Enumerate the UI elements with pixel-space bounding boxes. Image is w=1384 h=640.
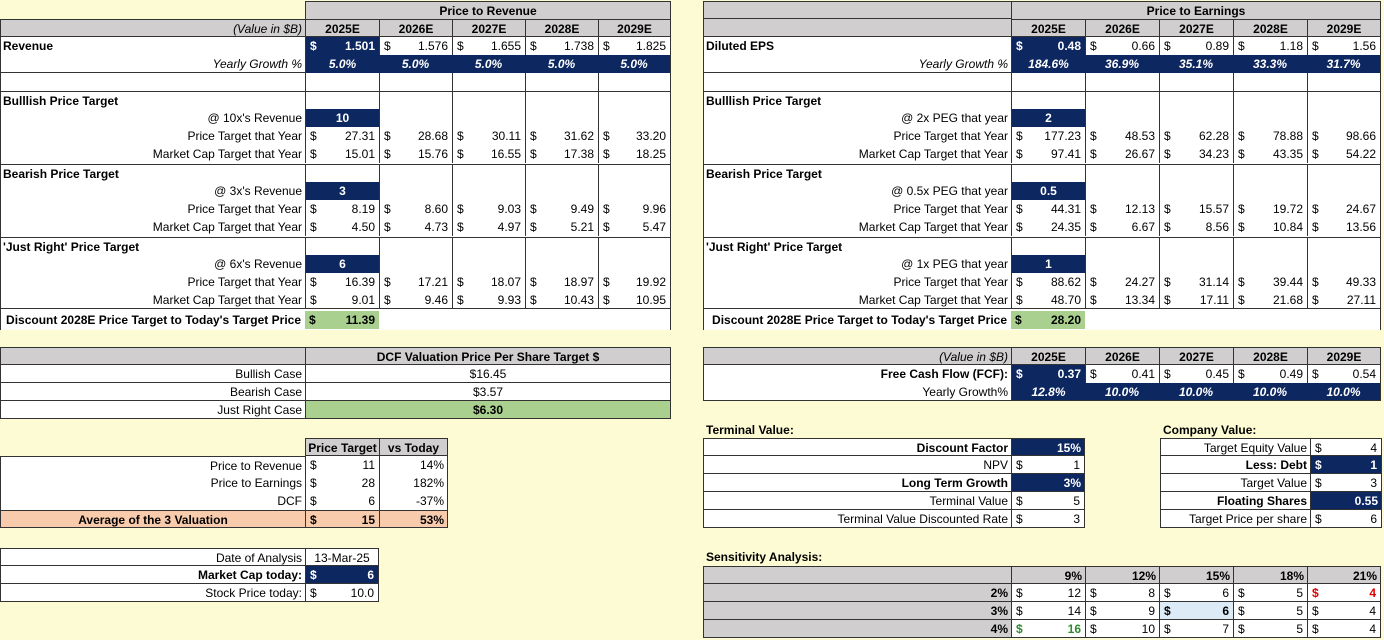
dcf-row-label: Bearish Case	[0, 383, 305, 401]
company-value-table	[1160, 438, 1384, 530]
ptr-growth-cell[interactable]: 5.0%	[452, 55, 525, 73]
pte-bull-mc-label: Market Cap Target that Year	[858, 147, 1008, 161]
pte-bull-pt-cell[interactable]: $ 177.23	[1011, 127, 1085, 145]
ptr-bull-mc-cell[interactable]: $ 15.01	[305, 145, 379, 163]
sens-col-header: 12%	[1085, 566, 1159, 584]
pte-bear-mc-cell[interactable]: $ 6.67	[1085, 218, 1159, 236]
ptr-just-pt-cell[interactable]: $ 18.97	[525, 273, 598, 291]
ptr-year[interactable]: 2025E	[305, 19, 379, 37]
summary-average-pt[interactable]: $ 15	[305, 510, 379, 528]
pte-bull-pt-cell[interactable]: $ 48.53	[1085, 127, 1159, 145]
ptr-title: Price to Revenue	[305, 1, 671, 19]
sens-cell-max[interactable]: $ 16	[1011, 620, 1085, 638]
sens-col-header: 15%	[1159, 566, 1233, 584]
dcf-row-value[interactable]: $3.57	[305, 383, 671, 401]
sens-col-header: 18%	[1233, 566, 1307, 584]
pte-just-title: 'Just Right' Price Target	[703, 237, 1011, 255]
summary-row-pt[interactable]: $ 28	[305, 474, 379, 492]
sens-cell[interactable]: $ 7	[1159, 620, 1233, 638]
ptr-bull-pt-cell[interactable]: $ 33.20	[598, 127, 671, 145]
summary-row-vs[interactable]: 14%	[379, 456, 448, 474]
sens-cell[interactable]: $ 9	[1085, 602, 1159, 620]
ptr-bull-pt-cell[interactable]: $ 30.11	[452, 127, 525, 145]
dcf-table	[0, 347, 672, 421]
company-value-title: Company Value:	[1163, 423, 1257, 437]
pte-bull-mc-cell[interactable]: $ 43.35	[1233, 145, 1307, 163]
pte-just-pt-label: Price Target that Year	[893, 275, 1008, 289]
npv-label: NPV	[703, 456, 1011, 474]
ptr-just-mult-input[interactable]: 6	[305, 255, 379, 273]
pte-bull-mc-cell[interactable]: $ 26.67	[1085, 145, 1159, 163]
sens-cell[interactable]: $ 4	[1307, 602, 1381, 620]
sens-cell[interactable]: $ 10	[1085, 620, 1159, 638]
pte-bull-mult-label: @ 2x PEG that year	[901, 111, 1008, 125]
fcf-year[interactable]: 2028E	[1233, 347, 1307, 365]
ptr-discount-value[interactable]: $ 11.39	[305, 311, 379, 329]
pte-eps-cell[interactable]: $ 0.66	[1085, 37, 1159, 55]
pte-growth-cell[interactable]: 35.1%	[1159, 55, 1233, 73]
ptr-bear-pt-cell[interactable]: $ 9.96	[598, 200, 671, 218]
dcf-row-value[interactable]: $16.45	[305, 365, 671, 383]
pte-bull-title: Bulllish Price Target	[703, 91, 1011, 109]
summary-row-vs[interactable]: 182%	[379, 474, 448, 492]
ptr-bull-mc-cell[interactable]: $ 16.55	[452, 145, 525, 163]
sens-cell[interactable]: $ 12	[1011, 584, 1085, 602]
fcf-unit-label: (Value in $B)	[703, 347, 1011, 365]
pte-bull-mc-cell[interactable]: $ 34.23	[1159, 145, 1233, 163]
ptr-bull-mc-cell[interactable]: $ 17.38	[525, 145, 598, 163]
ptr-revenue-cell[interactable]: $ 1.576	[379, 37, 452, 55]
pte-just-mc-cell[interactable]: $ 21.68	[1233, 291, 1307, 309]
dcf-title: DCF Valuation Price Per Share Target $	[305, 347, 671, 365]
pte-just-pt-cell[interactable]: $ 31.14	[1159, 273, 1233, 291]
summary-row-label: Price to Revenue	[0, 456, 305, 474]
summary-header-vs-today: vs Today	[379, 438, 448, 456]
ptr-just-pt-label: Price Target that Year	[187, 275, 302, 289]
sens-cell[interactable]: $ 14	[1011, 602, 1085, 620]
fcf-growth-cell[interactable]: 10.0%	[1159, 383, 1233, 401]
pte-bear-pt-cell[interactable]: $ 24.67	[1307, 200, 1381, 218]
floating-shares-label: Floating Shares	[1160, 492, 1310, 510]
summary-row-label: Price to Earnings	[0, 474, 305, 492]
ptr-bull-mc-cell[interactable]: $ 18.25	[598, 145, 671, 163]
pte-bear-mc-cell[interactable]: $ 8.56	[1159, 218, 1233, 236]
terminal-discounted-label: Terminal Value Discounted Rate	[703, 510, 1011, 528]
ptr-bear-mc-cell[interactable]: $ 4.97	[452, 218, 525, 236]
dcf-row-value[interactable]: $6.30	[305, 401, 671, 419]
pte-just-mult-input[interactable]: 1	[1011, 255, 1085, 273]
sensitivity-title: Sensitivity Analysis:	[706, 550, 823, 564]
ptr-discount-label: Discount 2028E Price Target to Today's Target Price	[6, 313, 301, 327]
pte-just-pt-cell[interactable]: $ 39.44	[1233, 273, 1307, 291]
pte-eps-cell[interactable]: $ 1.18	[1233, 37, 1307, 55]
pte-discount-value[interactable]: $ 28.20	[1011, 311, 1085, 329]
ptr-revenue-cell[interactable]: $ 1.655	[452, 37, 525, 55]
ptr-bear-pt-cell[interactable]: $ 9.03	[452, 200, 525, 218]
pte-just-pt-cell[interactable]: $ 49.33	[1307, 273, 1381, 291]
target-price-share-label: Target Price per share	[1160, 510, 1310, 528]
pte-bear-mult-label: @ 0.5x PEG that year	[891, 184, 1008, 198]
sens-col-header: 9%	[1011, 566, 1085, 584]
summary-row-pt[interactable]: $ 11	[305, 456, 379, 474]
fcf-cell[interactable]: $ 0.54	[1307, 365, 1381, 383]
ptr-bull-pt-label: Price Target that Year	[187, 129, 302, 143]
sens-row-header: 4%	[703, 620, 1011, 638]
fcf-year[interactable]: 2027E	[1159, 347, 1233, 365]
sens-cell[interactable]: $ 5	[1233, 602, 1307, 620]
summary-row-label: DCF	[0, 492, 305, 510]
market-cap-value[interactable]: $ 6	[305, 566, 379, 584]
pte-year[interactable]: 2028E	[1233, 19, 1307, 37]
pte-bull-mult-input[interactable]: 2	[1011, 109, 1085, 127]
pte-title: Price to Earnings	[1011, 1, 1381, 19]
summary-average-vs[interactable]: 53%	[379, 510, 448, 528]
ptr-growth-cell[interactable]: 5.0%	[525, 55, 598, 73]
pte-bull-pt-cell[interactable]: $ 98.66	[1307, 127, 1381, 145]
pte-bear-mc-label: Market Cap Target that Year	[858, 220, 1008, 234]
ptr-bull-title: Bulllish Price Target	[0, 91, 305, 109]
ptr-growth-cell[interactable]: 5.0%	[305, 55, 379, 73]
ptr-bear-mc-label: Market Cap Target that Year	[152, 220, 302, 234]
price-to-revenue-table	[0, 0, 672, 330]
pte-bull-mc-cell[interactable]: $ 97.41	[1011, 145, 1085, 163]
ptr-bull-mult-input[interactable]: 10	[305, 109, 379, 127]
sens-cell-min[interactable]: $ 4	[1307, 584, 1381, 602]
pte-bear-pt-cell[interactable]: $ 44.31	[1011, 200, 1085, 218]
ptr-bull-pt-cell[interactable]: $ 31.62	[525, 127, 598, 145]
ptr-bear-title: Bearish Price Target	[0, 164, 305, 182]
summary-average-label: Average of the 3 Valuation	[0, 510, 305, 528]
pte-bear-title: Bearish Price Target	[703, 164, 1011, 182]
summary-header-price-target: Price Target	[305, 438, 379, 456]
ptr-bear-pt-label: Price Target that Year	[187, 202, 302, 216]
target-price-share-value[interactable]: $ 6	[1310, 510, 1382, 528]
ptr-unit-label: (Value in $B)	[0, 19, 305, 37]
ptr-bear-mc-cell[interactable]: $ 5.21	[525, 218, 598, 236]
ptr-year[interactable]: 2026E	[379, 19, 452, 37]
ptr-bear-mc-cell[interactable]: $ 4.50	[305, 218, 379, 236]
ptr-just-mc-cell[interactable]: $ 10.43	[525, 291, 598, 309]
fcf-growth-cell[interactable]: 10.0%	[1085, 383, 1159, 401]
pte-bear-pt-cell[interactable]: $ 15.57	[1159, 200, 1233, 218]
pte-just-mc-label: Market Cap Target that Year	[703, 291, 1011, 309]
stock-price-value[interactable]: $ 10.0	[305, 584, 379, 602]
sens-cell[interactable]: $ 6	[1159, 584, 1233, 602]
fcf-year[interactable]: 2026E	[1085, 347, 1159, 365]
sens-cell[interactable]: $ 5	[1233, 620, 1307, 638]
dcf-row-label: Just Right Case	[0, 401, 305, 419]
fcf-growth-cell[interactable]: 12.8%	[1011, 383, 1085, 401]
date-label: Date of Analysis	[0, 548, 305, 566]
pte-bear-mult-input[interactable]: 0.5	[1011, 182, 1085, 200]
pte-eps-label: Diluted EPS	[706, 39, 775, 53]
pte-discount-label: Discount 2028E Price Target to Today's Target Price	[712, 313, 1007, 327]
ptr-revenue-cell[interactable]: $ 1.825	[598, 37, 671, 55]
long-term-growth-label: Long Term Growth	[703, 474, 1011, 492]
pte-eps-cell[interactable]: $ 0.48	[1011, 37, 1085, 55]
fcf-growth-cell[interactable]: 10.0%	[1307, 383, 1381, 401]
pte-bear-pt-cell[interactable]: $ 12.13	[1085, 200, 1159, 218]
pte-just-pt-cell[interactable]: $ 88.62	[1011, 273, 1085, 291]
ptr-bear-pt-cell[interactable]: $ 9.49	[525, 200, 598, 218]
ptr-just-mc-cell[interactable]: $ 9.46	[379, 291, 452, 309]
fcf-year[interactable]: 2029E	[1307, 347, 1381, 365]
sens-row-header: 3%	[703, 602, 1011, 620]
ptr-bull-mult-label: @ 10x's Revenue	[207, 111, 302, 125]
fcf-table	[703, 347, 1384, 403]
ptr-just-pt-cell[interactable]: $ 16.39	[305, 273, 379, 291]
ptr-year[interactable]: 2028E	[525, 19, 598, 37]
pte-bear-pt-cell[interactable]: $ 19.72	[1233, 200, 1307, 218]
pte-year[interactable]: 2027E	[1159, 19, 1233, 37]
target-equity-value[interactable]: $ 4	[1310, 438, 1382, 456]
sens-cell-base[interactable]: $ 6	[1159, 602, 1233, 620]
target-equity-label: Target Equity Value	[1160, 438, 1310, 456]
sens-cell[interactable]: $ 4	[1307, 620, 1381, 638]
floating-shares-input[interactable]: 0.55	[1310, 492, 1382, 510]
ptr-just-mc-cell[interactable]: $ 9.93	[452, 291, 525, 309]
less-debt-label: Less: Debt	[1160, 456, 1310, 474]
pte-year[interactable]: 2029E	[1307, 19, 1381, 37]
stock-price-label: Stock Price today:	[0, 584, 305, 602]
ptr-bear-mult-label: @ 3x's Revenue	[214, 184, 302, 198]
ptr-just-pt-cell[interactable]: $ 18.07	[452, 273, 525, 291]
ptr-just-title: 'Just Right' Price Target	[0, 237, 305, 255]
ptr-just-mc-cell[interactable]: $ 9.01	[305, 291, 379, 309]
fcf-cell[interactable]: $ 0.37	[1011, 365, 1085, 383]
ptr-bear-pt-cell[interactable]: $ 8.19	[305, 200, 379, 218]
ptr-year[interactable]: 2027E	[452, 19, 525, 37]
sensitivity-table	[703, 566, 1384, 640]
terminal-value-table	[703, 438, 1085, 530]
analysis-info-table	[0, 548, 381, 604]
pte-bear-mc-cell[interactable]: $ 24.35	[1011, 218, 1085, 236]
npv-value[interactable]: $ 1	[1011, 456, 1085, 474]
fcf-cell[interactable]: $ 0.45	[1159, 365, 1233, 383]
ptr-bull-mc-cell[interactable]: $ 15.76	[379, 145, 452, 163]
fcf-cell[interactable]: $ 0.49	[1233, 365, 1307, 383]
ptr-bear-mc-cell[interactable]: $ 5.47	[598, 218, 671, 236]
pte-growth-cell[interactable]: 184.6%	[1011, 55, 1085, 73]
ptr-just-pt-cell[interactable]: $ 17.21	[379, 273, 452, 291]
valuation-summary-table	[0, 438, 450, 530]
pte-eps-cell[interactable]: $ 1.56	[1307, 37, 1381, 55]
pte-just-mc-cell[interactable]: $ 27.11	[1307, 291, 1381, 309]
price-to-earnings-table	[703, 0, 1384, 330]
ptr-bull-mc-label: Market Cap Target that Year	[152, 147, 302, 161]
ptr-year[interactable]: 2029E	[598, 19, 671, 37]
pte-growth-cell[interactable]: 33.3%	[1233, 55, 1307, 73]
dcf-row-label: Bullish Case	[0, 365, 305, 383]
market-cap-label: Market Cap today:	[0, 566, 305, 584]
pte-growth-cell[interactable]: 36.9%	[1085, 55, 1159, 73]
sens-cell[interactable]: $ 8	[1085, 584, 1159, 602]
pte-bull-pt-label: Price Target that Year	[893, 129, 1008, 143]
ptr-bear-mc-cell[interactable]: $ 4.73	[379, 218, 452, 236]
pte-bear-mc-cell[interactable]: $ 13.56	[1307, 218, 1381, 236]
ptr-growth-label: Yearly Growth %	[0, 55, 305, 73]
fcf-growth-cell[interactable]: 10.0%	[1233, 383, 1307, 401]
terminal-value-title: Terminal Value:	[706, 423, 794, 437]
ptr-just-mult-label: @ 6x's Revenue	[214, 257, 302, 271]
pte-year[interactable]: 2026E	[1085, 19, 1159, 37]
ptr-growth-cell[interactable]: 5.0%	[598, 55, 671, 73]
sens-col-header: 21%	[1307, 566, 1381, 584]
target-value-value[interactable]: $ 3	[1310, 474, 1382, 492]
date-value[interactable]: 13-Mar-25	[305, 548, 379, 566]
less-debt-input[interactable]: $ 1	[1310, 456, 1382, 474]
discount-factor-label: Discount Factor	[703, 438, 1011, 456]
pte-growth-cell[interactable]: 31.7%	[1307, 55, 1381, 73]
pte-just-pt-cell[interactable]: $ 24.27	[1085, 273, 1159, 291]
sens-cell[interactable]: $ 5	[1233, 584, 1307, 602]
pte-just-mc-cell[interactable]: $ 17.11	[1159, 291, 1233, 309]
sens-row-header: 2%	[703, 584, 1011, 602]
pte-growth-label: Yearly Growth %	[703, 55, 1011, 73]
ptr-growth-cell[interactable]: 5.0%	[379, 55, 452, 73]
pte-just-mc-cell[interactable]: $ 48.70	[1011, 291, 1085, 309]
pte-bull-pt-cell[interactable]: $ 62.28	[1159, 127, 1233, 145]
fcf-year[interactable]: 2025E	[1011, 347, 1085, 365]
pte-bear-pt-label: Price Target that Year	[893, 202, 1008, 216]
terminal-discounted-value[interactable]: $ 3	[1011, 510, 1085, 528]
terminal-value-label: Terminal Value	[703, 492, 1011, 510]
ptr-revenue-label: Revenue	[3, 39, 54, 53]
ptr-bear-pt-cell[interactable]: $ 8.60	[379, 200, 452, 218]
long-term-growth-input[interactable]: 3%	[1011, 474, 1085, 492]
ptr-bull-pt-cell[interactable]: $ 27.31	[305, 127, 379, 145]
ptr-just-mc-cell[interactable]: $ 10.95	[598, 291, 671, 309]
pte-just-mult-label: @ 1x PEG that year	[901, 257, 1008, 271]
pte-year[interactable]: 2025E	[1011, 19, 1085, 37]
pte-bear-mc-cell[interactable]: $ 10.84	[1233, 218, 1307, 236]
fcf-cell[interactable]: $ 0.41	[1085, 365, 1159, 383]
ptr-revenue-cell[interactable]: $ 1.501	[305, 37, 379, 55]
ptr-bear-mult-input[interactable]: 3	[305, 182, 379, 200]
summary-row-vs[interactable]: -37%	[379, 492, 448, 510]
summary-row-pt[interactable]: $ 6	[305, 492, 379, 510]
pte-eps-cell[interactable]: $ 0.89	[1159, 37, 1233, 55]
pte-bull-pt-cell[interactable]: $ 78.88	[1233, 127, 1307, 145]
discount-factor-input[interactable]: 15%	[1011, 438, 1085, 456]
ptr-bull-pt-cell[interactable]: $ 28.68	[379, 127, 452, 145]
target-value-label: Target Value	[1160, 474, 1310, 492]
fcf-growth-label: Yearly Growth%	[703, 383, 1011, 401]
pte-bull-mc-cell[interactable]: $ 54.22	[1307, 145, 1381, 163]
ptr-just-mc-label: Market Cap Target that Year	[0, 291, 305, 309]
ptr-just-pt-cell[interactable]: $ 19.92	[598, 273, 671, 291]
ptr-revenue-cell[interactable]: $ 1.738	[525, 37, 598, 55]
terminal-value-value[interactable]: $ 5	[1011, 492, 1085, 510]
fcf-label: Free Cash Flow (FCF):	[703, 365, 1011, 383]
pte-just-mc-cell[interactable]: $ 13.34	[1085, 291, 1159, 309]
